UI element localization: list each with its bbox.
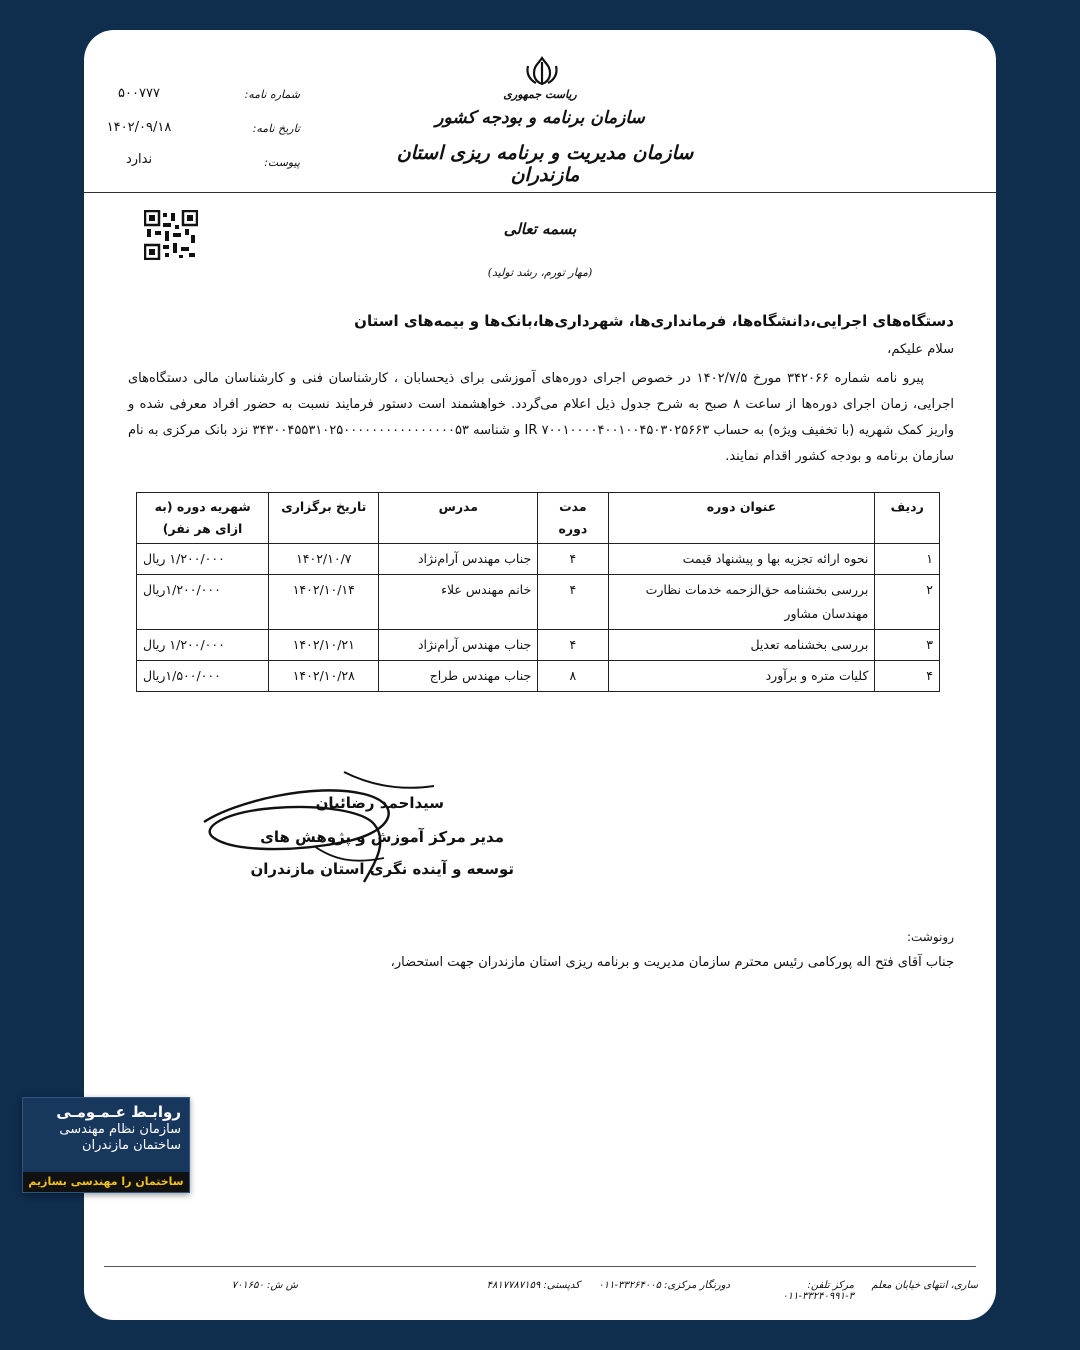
course-fee: ۱/۲۰۰/۰۰۰ریال	[137, 575, 269, 630]
letter-page	[84, 30, 996, 1320]
table-header-row	[137, 493, 940, 544]
course-fee: ۱/۲۰۰/۰۰۰ ریال	[137, 630, 269, 661]
header-line3: سازمان مدیریت و برنامه ریزی استان مازندران	[396, 142, 694, 186]
course-title: بررسی بخشنامه حق‌الزحمه خدمات نظارت مهندسان مشاور	[608, 575, 875, 630]
course-duration: ۴	[538, 575, 608, 630]
header-divider	[84, 192, 996, 193]
footer-registry-id: ش ش: ۷۰۱۶۵۰	[231, 1280, 298, 1291]
footer-address: ساری، انتهای خیابان معلم	[871, 1280, 978, 1291]
letter-date-value: ۱۴۰۲/۰۹/۱۸	[106, 120, 172, 135]
course-date: ۱۴۰۲/۱۰/۷	[269, 544, 379, 575]
header-row-no: ردیف	[875, 493, 940, 544]
table-row	[137, 661, 940, 692]
course-title: کلیات متره و برآورد	[608, 661, 875, 692]
course-instructor: جناب مهندس آرام‌نژاد	[379, 544, 538, 575]
basmala: بسمه تعالی	[503, 220, 577, 238]
row-no: ۴	[875, 661, 940, 692]
letter-date-label: تاریخ نامه:	[252, 122, 300, 135]
course-title: نحوه ارائه تجزیه بها و پیشنهاد قیمت	[608, 544, 875, 575]
signatory-title-line1: مدیر مرکز آموزش و پژوهش های	[260, 828, 504, 846]
course-instructor: جناب مهندس طراج	[379, 661, 538, 692]
course-fee: ۱/۲۰۰/۰۰۰ ریال	[137, 544, 269, 575]
header-line2: سازمان برنامه و بودجه کشور	[435, 108, 645, 128]
header-instructor: مدرس	[379, 493, 538, 544]
header-date: تاریخ برگزاری	[269, 493, 379, 544]
header-title: عنوان دوره	[608, 493, 875, 544]
signatory-title-line2: توسعه و آینده نگری استان مازندران	[250, 860, 514, 878]
badge-line3: ساختمان مازندران	[81, 1138, 181, 1153]
badge-line1: روابـط عـمـومـی	[56, 1103, 181, 1121]
row-no: ۳	[875, 630, 940, 661]
table-row	[137, 544, 940, 575]
course-instructor: جناب مهندس آرام‌نژاد	[379, 630, 538, 661]
addressee: دستگاه‌های اجرایی،دانشگاه‌ها، فرمانداری‌ها، شهرداری‌ها،بانک‌ها و بیمه‌های استان	[354, 312, 954, 330]
qr-code-icon	[144, 210, 198, 260]
motto: (مهار تورم، رشد تولید)	[487, 266, 593, 279]
courses-table	[136, 492, 940, 692]
greeting: سلام علیکم،	[887, 342, 954, 357]
course-instructor: خانم مهندس علاء	[379, 575, 538, 630]
course-date: ۱۴۰۲/۱۰/۲۱	[269, 630, 379, 661]
course-duration: ۸	[538, 661, 608, 692]
cc-label: رونوشت:	[906, 930, 954, 944]
attachment-value: ندارد	[125, 152, 153, 167]
attachment-label: پیوست:	[264, 156, 300, 169]
footer-phone: مرکز تلفن: ۳-۳۳۲۴۰۹۹۱-۰۱۱	[782, 1280, 854, 1302]
cc-text: جناب آقای فتح اله پورکامی رئیس محترم سازمان مدیریت و برنامه ریزی استان مازندران جهت استحضار،	[390, 955, 954, 970]
table-row	[137, 575, 940, 630]
row-no: ۱	[875, 544, 940, 575]
course-title: بررسی بخشنامه تعدیل	[608, 630, 875, 661]
table-row	[137, 630, 940, 661]
header-fee: شهریه دوره (به ازای هر نفر)	[137, 493, 269, 544]
public-relations-badge	[22, 1097, 190, 1193]
course-fee: ۱/۵۰۰/۰۰۰ریال	[137, 661, 269, 692]
course-duration: ۴	[538, 630, 608, 661]
badge-slogan: ساختمان را مهندسی بسازیم	[23, 1172, 189, 1192]
signatory-name: سیداحمد رضائیان	[315, 794, 444, 812]
row-no: ۲	[875, 575, 940, 630]
course-date: ۱۴۰۲/۱۰/۲۸	[269, 661, 379, 692]
letter-paragraph: پیرو نامه شماره ۳۴۲۰۶۶ مورخ ۱۴۰۲/۷/۵ در خصوص اجرای دوره‌های آموزشی برای ذیحسابان ، کارشناسان فنی و کارشناسان مالی دستگاه‌های اجرایی، زمان اجرای دوره‌ها از ساعت ۸ صبح به شرح جدول ذیل اعلام می‌گردد. خواهشمند است دستور فرمایند نسبت به حضور افراد معرفی شده و واریز کمک شهریه (با تخفیف ویژه) به حساب IR ۷۰۰۱۰۰۰۰۴۰۰۱۰۰۴۵۰۳۰۲۵۶۶۳ و شناسه ۳۴۳۰۰۴۵۵۳۱۰۲۵۰۰۰۰۰۰۰۰۰۰۰۰۰۰۰۰۵۳ نزد بانک مرکزی به نام سازمان برنامه و بودجه کشور اقدام نمایند.	[128, 371, 954, 464]
footer-divider	[104, 1266, 976, 1267]
header-duration: مدت دوره	[538, 493, 608, 544]
header-line1: ریاست جمهوری	[503, 88, 577, 101]
footer-postal-code: کدپستی: ۴۸۱۷۷۸۷۱۵۹	[486, 1280, 580, 1291]
letter-number-value: ۵۰۰۷۷۷	[118, 86, 160, 101]
emblem-icon	[524, 56, 560, 86]
footer-fax: دورنگار مرکزی: ۳۳۲۶۴۰۰۵-۰۱۱	[598, 1280, 730, 1291]
badge-line2: سازمان نظام مهندسی	[59, 1122, 181, 1137]
course-date: ۱۴۰۲/۱۰/۱۴	[269, 575, 379, 630]
course-duration: ۴	[538, 544, 608, 575]
letter-number-label: شماره نامه:	[244, 88, 300, 101]
